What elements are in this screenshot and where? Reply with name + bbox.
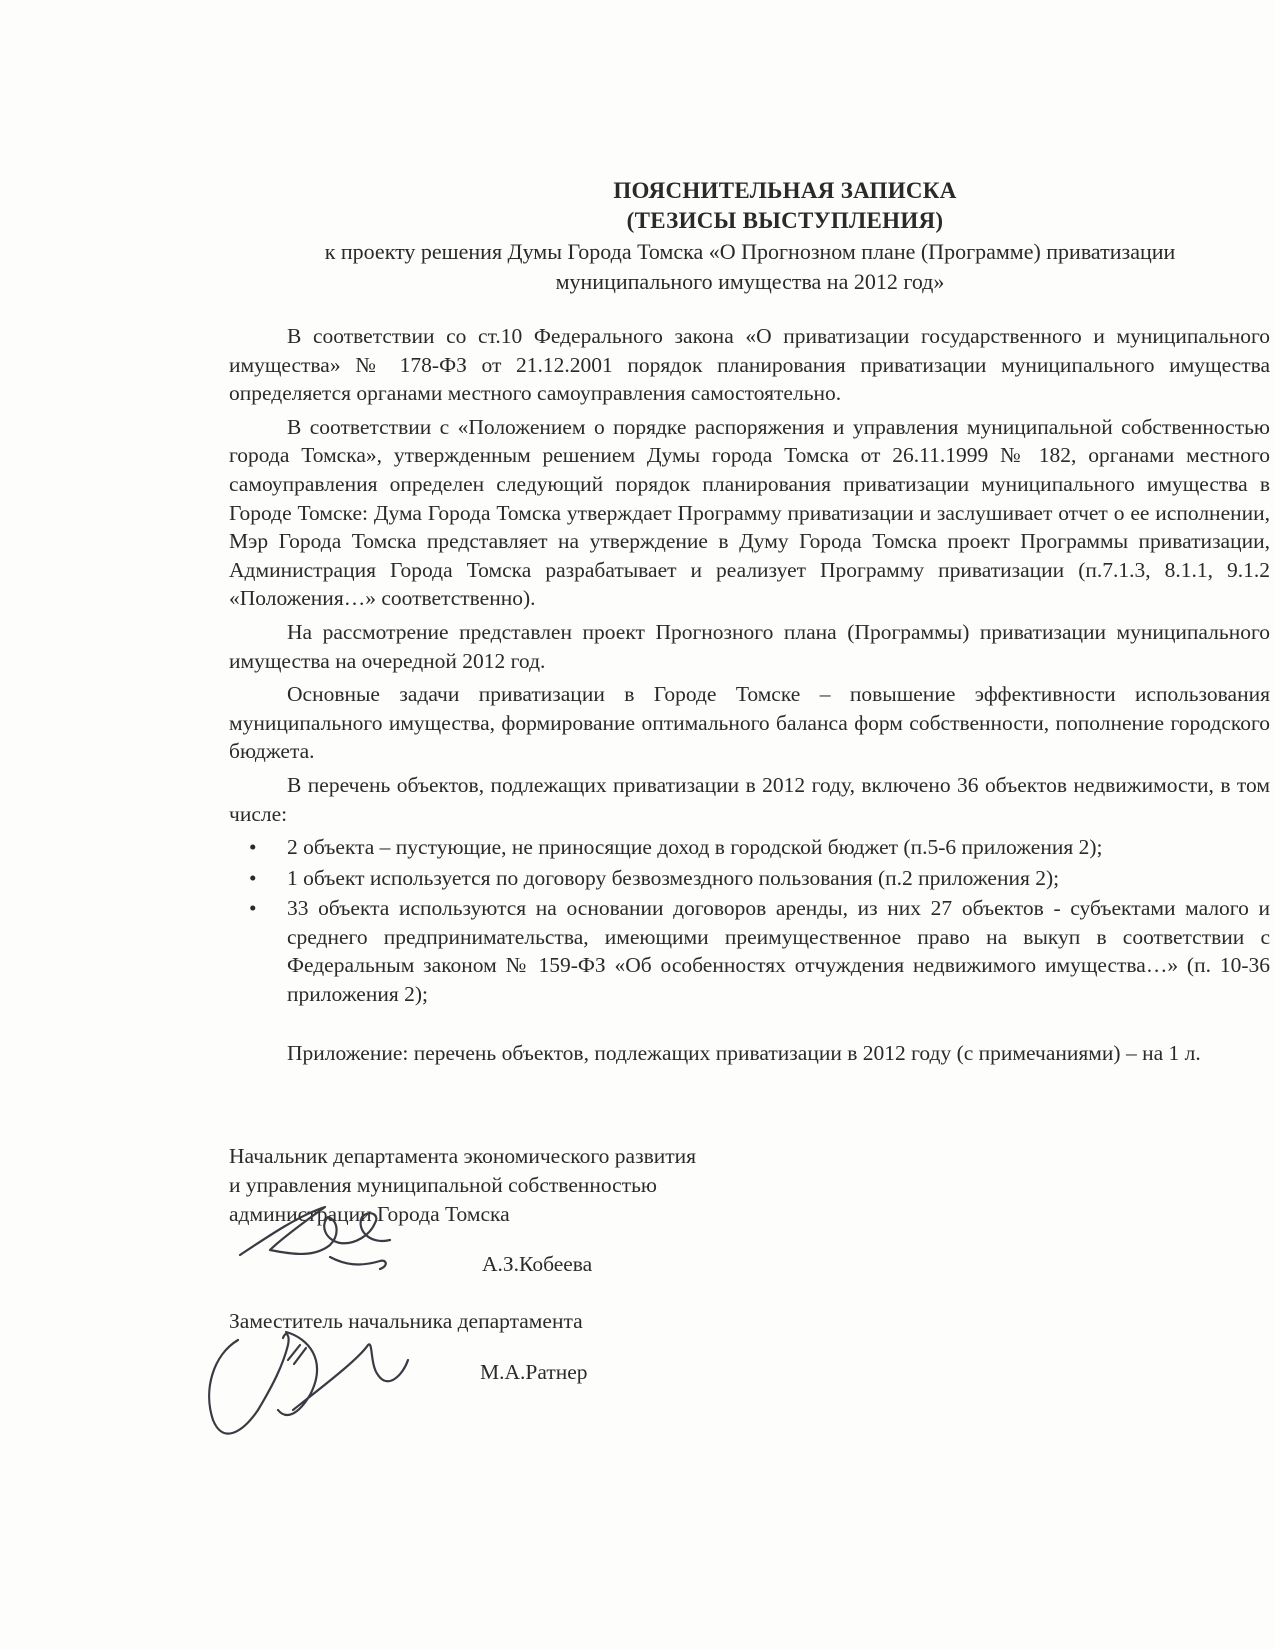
- document-subtitle-line-1: к проекту решения Думы Города Томска «О Прогнозном плане (Программе) приватизации: [324, 239, 1176, 264]
- second-signatory-position: Заместитель начальника департамента: [229, 1309, 583, 1333]
- second-signatory-name: М.А.Ратнер: [480, 1360, 588, 1384]
- document-subtitle-line-2: муниципального имущества на 2012 год»: [555, 269, 945, 294]
- paragraph-draft: На рассмотрение представлен проект Прогнозного плана (Программы) приватизации муниципального имущества на очередной 2012 год.: [229, 619, 1270, 673]
- document-body: [229, 322, 1270, 1072]
- list-item-text: 2 объекта – пустующие, не приносящие доход в городской бюджет (п.5-6 приложения 2);: [287, 835, 1103, 860]
- first-position-line-1: Начальник департамента экономического развития: [229, 1144, 697, 1168]
- bullet-icon: •: [249, 865, 257, 890]
- bullet-icon: •: [249, 896, 257, 921]
- list-item: [229, 833, 1270, 862]
- list-item-text: 1 объект используется по договору безвозмездного пользования (п.2 приложения 2);: [287, 865, 1060, 890]
- objects-bullet-list: [229, 833, 1270, 1009]
- handwritten-signature-icon: [198, 1320, 428, 1460]
- document-title-line-1: ПОЯСНИТЕЛЬНАЯ ЗАПИСКА: [613, 178, 957, 203]
- document-title-line-2: (ТЕЗИСЫ ВЫСТУПЛЕНИЯ): [626, 208, 944, 233]
- first-position-line-2: и управления муниципальной собственностью: [229, 1173, 657, 1197]
- paragraph-object-list: В перечень объектов, подлежащих приватизации в 2012 году, включено 36 объектов недвижимости, в том числе:: [229, 772, 1270, 826]
- paragraph-legal-basis: В соответствии со ст.10 Федерального закона «О приватизации государственного и муниципального имущества» № 178-ФЗ от 21.12.2001 порядок планирования приватизации муниципального имущества определяется органами местного самоуправления самостоятельно.: [229, 324, 1270, 406]
- first-position-line-3: администрации Города Томска: [229, 1202, 510, 1226]
- list-item-text: 33 объекта используются на основании договоров аренды, из них 27 объектов - субъектами малого и среднего предпринимательства, имеющими преимущественное право на выкуп в соответствии с Федеральным законом № 159-ФЗ «Об особенностях отчуждения недвижимого имущества…» (п. 10-36 приложения 2);: [287, 896, 1270, 1007]
- handwritten-signature-icon: [230, 1195, 430, 1285]
- paragraph-goals: Основные задачи приватизации в Городе Томске – повышение эффективности использования муниципального имущества, формирование оптимального баланса форм собственности, пополнение городского бюджета.: [229, 682, 1270, 764]
- bullet-icon: •: [249, 835, 257, 860]
- document-header: [230, 176, 1270, 296]
- appendix-note: Приложение: перечень объектов, подлежащих приватизации в 2012 году (с примечаниями) – на 1 л.: [287, 1040, 1201, 1065]
- first-signatory-name: А.З.Кобеева: [482, 1252, 593, 1276]
- list-item: [229, 894, 1270, 1008]
- list-item: [229, 864, 1270, 893]
- paragraph-procedure: В соответствии с «Положением о порядке распоряжения и управления муниципальной собственностью города Томска», утвержденным решением Думы города Томска от 26.11.1999 № 182, органами местного самоуправления определен следующий порядок планирования приватизации муниципального имущества в Городе Томске: Дума Города Томска утверждает Программу приватизации и заслушивает отчет о ее исполнении, Мэр Города Томска представляет на утверждение в Думу Города Томска проект Программы приватизации, Администрация Города Томска разрабатывает и реализует Программу приватизации (п.7.1.3, 8.1.1, 9.1.2 «Положения…» соответственно).: [229, 414, 1270, 611]
